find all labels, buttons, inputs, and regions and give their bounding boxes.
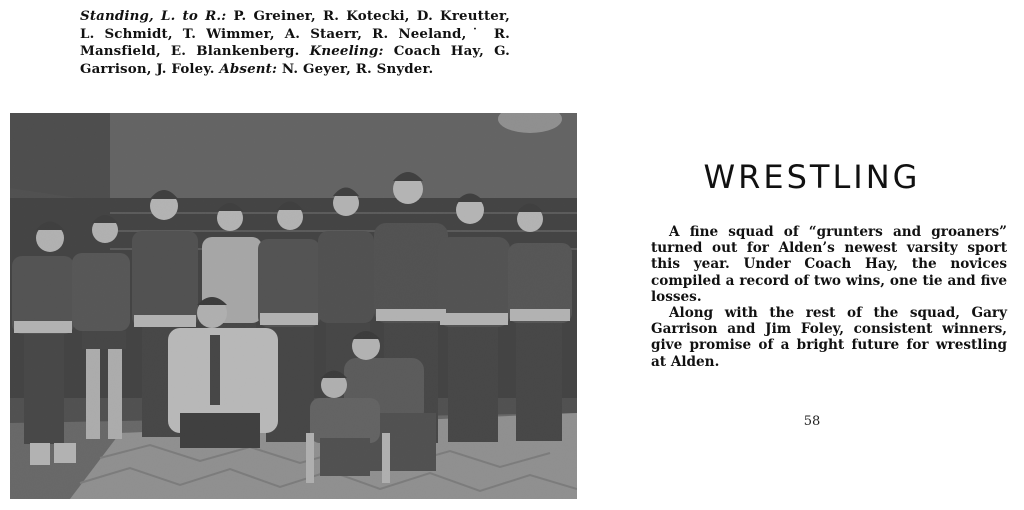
- photo-caption: [80, 8, 510, 78]
- caption-line-2: L. Schmidt, T. Wimmer, A. Staerr, R. Neeland,˙ R.: [80, 25, 510, 42]
- kneeling-label: Kneeling:: [309, 43, 384, 59]
- caption-line-3: Mansfield, E. Blankenberg. Kneeling: Coach Hay, G.: [80, 43, 510, 59]
- standing-label: Standing, L. to R.:: [80, 8, 227, 24]
- article-body: [651, 224, 1007, 370]
- article-paragraph-2: Along with the rest of the squad, Gary Garrison and Jim Foley, consistent winners, give promise of a bright future for wrestling at Alden.: [651, 305, 1007, 370]
- article-paragraph-1: A fine squad of “grunters and groaners” turned out for Alden’s newest varsity sport this year. Under Coach Hay, the novices compiled a record of two wins, one tie and five losses.: [651, 224, 1007, 305]
- caption-line-1: Standing, L. to R.: P. Greiner, R. Kotecki, D. Kreutter,: [80, 8, 510, 24]
- article-title: WRESTLING: [703, 158, 921, 196]
- caption-line-4: Garrison, J. Foley. Absent: N. Geyer, R. Snyder.: [80, 60, 434, 77]
- absent-label: Absent:: [219, 60, 278, 77]
- team-photo-illustration: [10, 113, 577, 499]
- page-number: 58: [803, 414, 821, 429]
- team-photo: [10, 113, 577, 499]
